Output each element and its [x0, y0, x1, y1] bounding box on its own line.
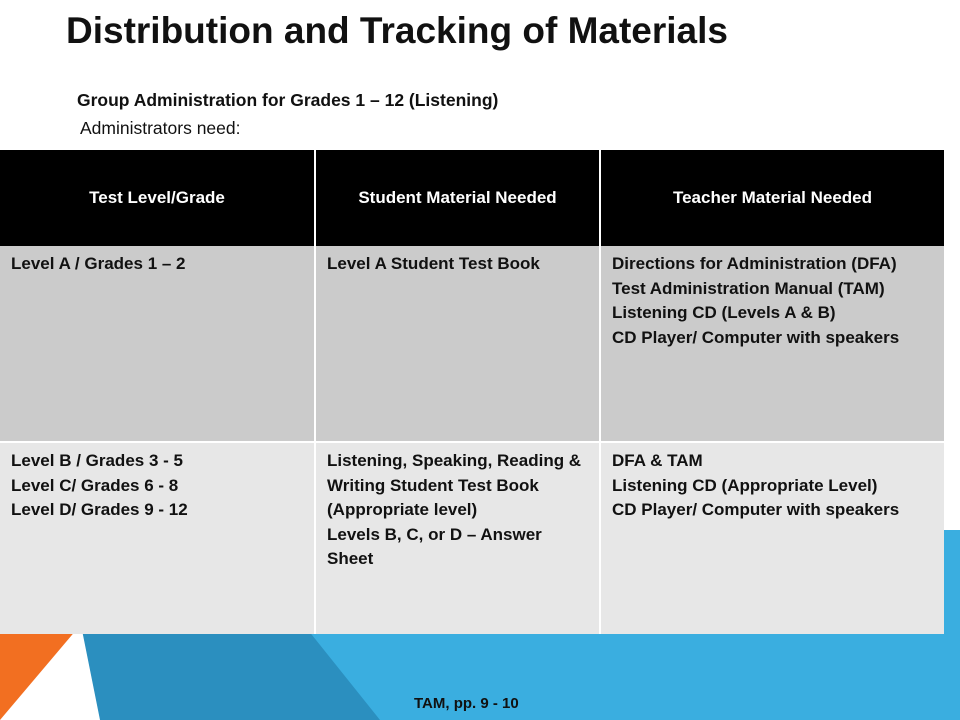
cell-line: Level A / Grades 1 – 2 [11, 254, 186, 273]
right-blue-edge [944, 530, 960, 720]
cell-line: DFA & TAM [612, 451, 703, 470]
materials-table [0, 150, 944, 634]
cell-line: Test Administration Manual (TAM) [612, 278, 885, 298]
header-student-material: Student Material Needed [315, 150, 600, 246]
table-row [0, 246, 944, 442]
header-teacher-material: Teacher Material Needed [600, 150, 944, 246]
cell-student-material [315, 442, 600, 634]
table-header-row [0, 150, 944, 246]
cell-line: Listening CD (Levels A & B) [612, 303, 836, 322]
cell-student-material [315, 246, 600, 442]
cell-line: Listening CD (Appropriate Level) [612, 475, 878, 495]
section-subtitle: Group Administration for Grades 1 – 12 (Listening) [77, 90, 499, 110]
cell-test-level [0, 442, 315, 634]
cell-line: Level C/ Grades 6 - 8 [11, 475, 179, 495]
cell-line: Levels B, C, or D – Answer Sheet [327, 524, 542, 568]
footer-reference: TAM, pp. 9 - 10 [414, 695, 519, 712]
page-title: Distribution and Tracking of Materials [66, 10, 728, 51]
cell-line: Listening, Speaking, Reading & Writing Student Test Book (Appropriate level) [327, 451, 582, 519]
cell-teacher-material [600, 442, 944, 634]
cell-line: Level A Student Test Book [327, 254, 540, 273]
header-test-level: Test Level/Grade [0, 150, 315, 246]
cell-teacher-material [600, 246, 944, 442]
cell-line: CD Player/ Computer with speakers [612, 327, 900, 347]
cell-line: Level B / Grades 3 - 5 [11, 451, 183, 470]
cell-test-level [0, 246, 315, 442]
cell-line: CD Player/ Computer with speakers [612, 500, 900, 519]
cell-line: Level D/ Grades 9 - 12 [11, 500, 188, 519]
table-row [0, 442, 944, 634]
administrators-note: Administrators need: [80, 118, 241, 138]
cell-line: Directions for Administration (DFA) [612, 254, 897, 273]
